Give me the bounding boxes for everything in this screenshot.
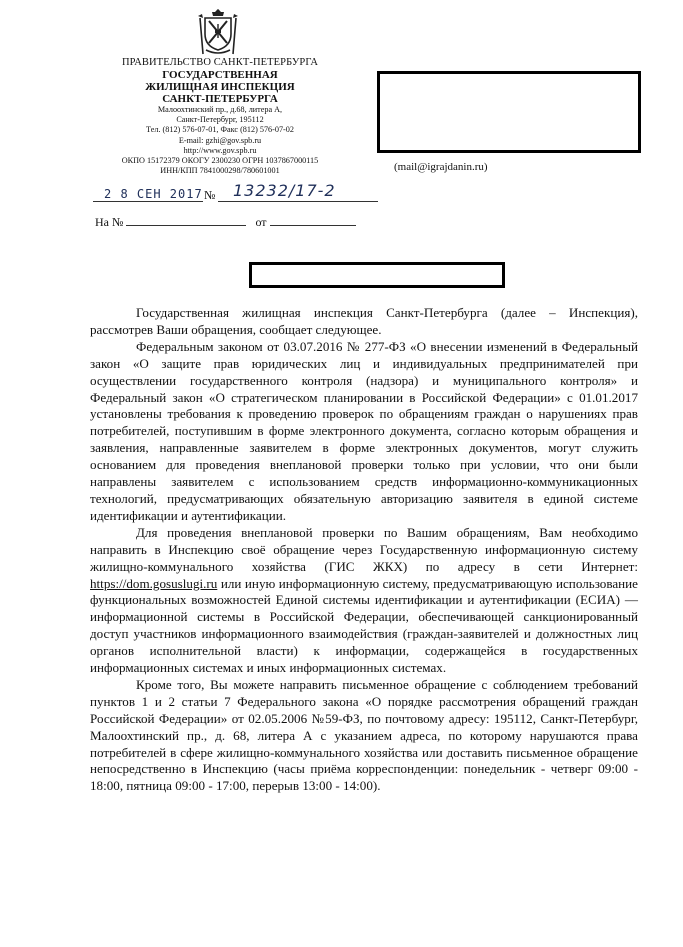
website-line: http://www.gov.spb.ru (183, 145, 257, 155)
reference-from-label: от (255, 215, 267, 229)
handwritten-number: 13232/17-2 (233, 181, 336, 200)
recipient-email: (mail@igrajdanin.ru) (394, 161, 488, 173)
date-underline (93, 201, 203, 202)
coat-of-arms-emblem (196, 6, 240, 56)
org-name-line3: САНКТ-ПЕТЕРБУРГА (162, 93, 278, 105)
inn-kpp: ИНН/КПП 7841000298/780601001 (160, 166, 280, 176)
redacted-recipient-name (249, 262, 505, 288)
number-label: № (204, 188, 216, 202)
outgoing-reference (83, 183, 383, 207)
redacted-recipient-address (377, 71, 641, 153)
email-line: E-mail: gzhi@gov.spb.ru (178, 135, 262, 145)
gosuslugi-link[interactable]: https://dom.gosuslugi.ru (90, 575, 218, 591)
letter-body (90, 305, 638, 795)
date-stamp: 2 8 СЕН 2017 (104, 187, 203, 201)
org-name-line2: ЖИЛИЩНАЯ ИНСПЕКЦИЯ (145, 81, 295, 93)
paragraph-gis-zhkh-text1: Для проведения внеплановой проверки по Вашим обращениям, Вам необходимо направить в Инспекцию своё обращение через Государственную информационную систему жилищно-коммунального хозяйства (ГИС ЖКХ) по адресу в сети Интернет: (90, 524, 638, 574)
paragraph-gis-zhkh (90, 525, 638, 677)
org-name-line1: ГОСУДАРСТВЕННАЯ (162, 69, 278, 81)
number-underline (218, 201, 378, 202)
reference-date-blank (270, 214, 356, 226)
paragraph-postal: Кроме того, Вы можете направить письменное обращение с соблюдением требований пунктов 1 и 2 статьи 7 Федерального закона «О порядке рассмотрения обращений граждан Российской Федерации» от 02.05.2006 №59-ФЗ, по почтовому адресу: 195112, Санкт-Петербург, Малоохтинский пр., д. 68, литера А с указанием адреса, по которому нарушаются права потребителей в сфере жилищно-коммунального хозяйства или доставить письменное обращение непосредственно в Инспекцию (часы приёма корреспонденции: понедельник - четверг 09:00 - 18:00, пятница 09:00 - 17:00, перерыв 13:00 - 14:00). (90, 676, 638, 794)
sender-header (100, 57, 340, 176)
address-line1: Малоохтинский пр., д.68, литера А, (157, 105, 283, 114)
reference-number-label: На № (95, 215, 124, 229)
incoming-reference-line (95, 214, 356, 230)
government-name: ПРАВИТЕЛЬСТВО САНКТ-ПЕТЕРБУРГА (121, 57, 319, 68)
phone-fax: Тел. (812) 576-07-01, Факс (812) 576-07-02 (146, 125, 294, 135)
reference-number-blank (126, 214, 246, 226)
paragraph-law: Федеральным законом от 03.07.2016 № 277-ФЗ «О внесении изменений в Федеральный закон «О защите прав юридических лиц и индивидуальных предпринимателей при осуществлении государственного контроля (надзора) и муниципального контроля» и Федеральный закон «О стратегическом планировании в Российской Федерации» с 01.01.2017 установлены требования к проведению проверок по обращениям граждан о нарушениях прав потребителей, поступившим в форме электронного документа, согласно которым обращения и заявления, направленные заявителем в форме электронных документов, могут служить основанием для проведения внеплановой проверки только при условии, что они были направлены заявителем с использованием средств информационно-коммуникационных технологий, предусматривающих обязательную авторизацию заявителя в единой системе идентификации и аутентификации. (90, 338, 638, 523)
address-line2: Санкт-Петербург, 195112 (176, 115, 264, 125)
paragraph-gis-zhkh-text2: или иную информационную систему, предусматривающую использование функциональных возможностей Единой системы идентификации и аутентификации (ЕСИА) — информационной системы в Российской Федерации, обеспечивающей санкционированный доступ участников информационного взаимодействия (граждан-заявителей и должностных лиц органов исполнительной власти) к информации, содержащейся в государственных информационных системах и иных информационных системах. (90, 575, 638, 676)
paragraph-intro: Государственная жилищная инспекция Санкт-Петербурга (далее – Инспекция), рассмотрев Ваши обращения, сообщает следующее. (90, 305, 638, 337)
registry-codes: ОКПО 15172379 ОКОГУ 2300230 ОГРН 1037867000115 (121, 156, 319, 166)
